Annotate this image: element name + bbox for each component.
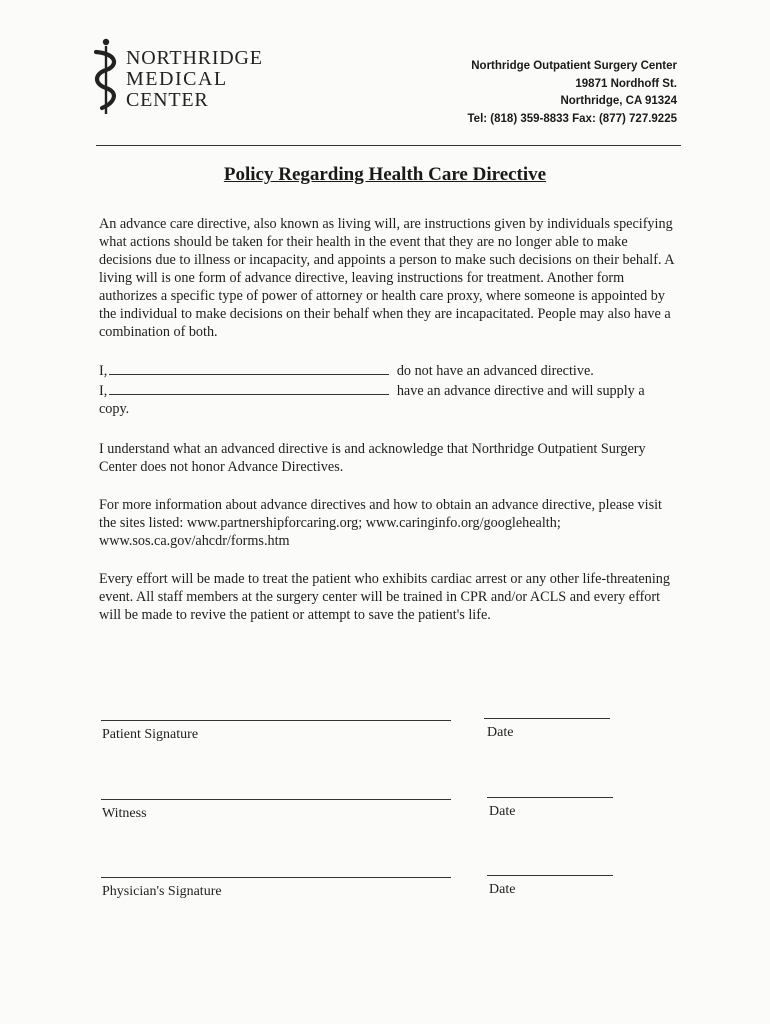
witness-signature-line[interactable] <box>101 799 451 800</box>
patient-signature-line[interactable] <box>101 720 451 721</box>
logo-line-1: NORTHRIDGE <box>126 47 263 69</box>
physician-signature-line[interactable] <box>101 877 451 878</box>
statement-prefix: I, <box>99 383 108 399</box>
statement-continuation: copy. <box>99 401 130 417</box>
logo-line-3: CENTER <box>126 89 209 111</box>
statement-has-directive <box>99 382 645 400</box>
street-address: 19871 Nordhoff St. <box>575 77 677 90</box>
more-info-paragraph: For more information about advance directives and how to obtain an advance directive, please visit the sites listed: www.partnershipforcaring.org; www.caringinfo.org/googlehealth; www.sos.ca.gov/ahcdr/forms.htm <box>99 497 662 549</box>
logo <box>88 38 288 116</box>
phone-numbers: Tel: (818) 359-8833 Fax: (877) 727.9225 <box>467 112 677 125</box>
directive-definition-paragraph: An advance care directive, also known as living will, are instructions given by individuals specifying what actions should be taken for their health in the event that they are no longer able to make decisions due to illness or incapacity, and appoints a person to make such decisions on their behalf. A living will is one form of advance directive, leaving instructions for treatment. Another form authorizes a specific type of power of attorney or health care proxy, where someone is appointed by the individual to make decisions on their behalf when they are incapacitated. People may also have a combination of both. <box>99 216 674 340</box>
emergency-policy-paragraph: Every effort will be made to treat the patient who exhibits cardiac arrest or any other life-threatening event. All staff members at the surgery center will be trained in CPR and/or ACLS and every effort will be made to revive the patient or attempt to save the patient's life. <box>99 571 670 623</box>
statement-no-directive <box>99 362 594 380</box>
name-blank-field[interactable] <box>109 362 389 375</box>
city-address: Northridge, CA 91324 <box>560 95 677 107</box>
witness-date-label: Date <box>489 804 516 819</box>
name-blank-field[interactable] <box>109 382 389 395</box>
statement-prefix: I, <box>99 363 108 379</box>
org-name: Northridge Outpatient Surgery Center <box>471 60 677 72</box>
physician-date-line[interactable] <box>487 875 613 876</box>
acknowledgement-paragraph: I understand what an advanced directive is and acknowledge that Northridge Outpatient Surgery Center does not honor Advance Directives. <box>99 441 646 475</box>
caduceus-icon <box>88 38 124 116</box>
statement-text: do not have an advanced directive. <box>396 363 594 379</box>
patient-date-line[interactable] <box>484 718 610 719</box>
patient-date-label: Date <box>487 725 514 740</box>
statement-text: have an advance directive and will supply a <box>396 383 645 399</box>
document-title: Policy Regarding Health Care Directive <box>223 164 547 185</box>
logo-line-2: MEDICAL <box>126 68 228 90</box>
header-address <box>468 58 677 128</box>
physician-signature-label: Physician's Signature <box>102 884 222 899</box>
patient-signature-label: Patient Signature <box>102 727 199 742</box>
header-divider <box>96 145 681 146</box>
physician-date-label: Date <box>489 882 516 897</box>
witness-label: Witness <box>102 806 147 821</box>
witness-date-line[interactable] <box>487 797 613 798</box>
